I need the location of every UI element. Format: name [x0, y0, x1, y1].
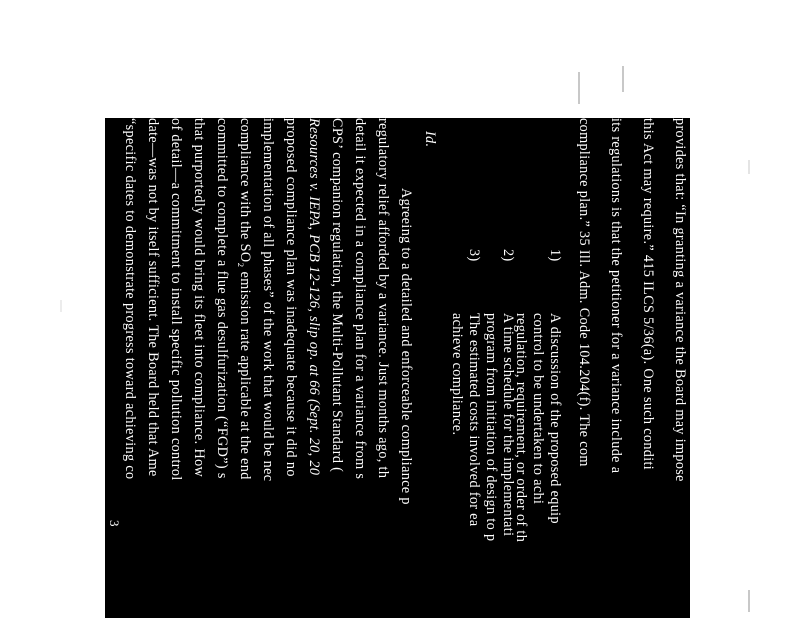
scan-speck: [578, 72, 580, 104]
list-number: 1): [547, 249, 563, 262]
list-text: regulation, requirement, or order of th: [513, 313, 529, 543]
scan-speck: [748, 590, 750, 612]
list-text: The estimated costs involved for ea: [466, 313, 482, 527]
scanned-page: [105, 118, 690, 618]
list-text: A time schedule for the implementati: [500, 313, 516, 537]
paragraph-line: that purportedly would bring its fleet into compliance. How: [191, 118, 207, 478]
paragraph-line: Agreeing to a detailed and enforceable compliance p: [398, 188, 414, 505]
list-number: 2): [500, 249, 516, 262]
paragraph-line: implementation of all phases” of the work that would be nec: [260, 118, 276, 482]
paragraph-line: detail it expected in a compliance plan for a variance from s: [352, 118, 368, 480]
paragraph-line: regulatory relief afforded by a variance. Just months ago, th: [375, 118, 391, 479]
scan-speck: [60, 300, 62, 312]
list-text: program from initiation of design to p: [483, 313, 499, 542]
list-text: A discussion of the proposed equip: [547, 313, 563, 524]
paragraph-line: of detail—a commitment to install specific pollution control: [168, 118, 184, 481]
paragraph-line: “specific dates to demonstrate progress toward achieving co: [122, 118, 138, 480]
paragraph-line: Resources v. IEPA, PCB 12-126, slip op. at 66 (Sept. 20, 20: [306, 118, 322, 476]
paragraph-line: committed to complete a flue gas desulfurization (“FGD”) s: [214, 118, 230, 479]
paragraph-line: CPS’ companion regulation, the Multi-Pollutant Standard (: [329, 118, 345, 473]
text-line: this Act may require.” 415 ILCS 5/36(a). One such conditi: [640, 118, 656, 471]
id-citation: Id.: [422, 131, 438, 148]
scan-speck: [622, 66, 624, 92]
paragraph-line: compliance with the SO₂ emission rate applicable at the end: [237, 118, 253, 480]
list-text: achieve compliance.: [449, 313, 465, 436]
rotated-text-block: [105, 118, 690, 618]
scan-speck: [748, 160, 750, 174]
page-number: 3: [107, 520, 122, 527]
text-line: provides that: “In granting a variance the Board may impose: [672, 118, 688, 482]
text-line: compliance plan.” 35 Ill. Adm. Code 104.204(f). The com: [576, 118, 592, 467]
text-line: its regulations is that the petitioner for a variance include a: [608, 118, 624, 474]
list-text: control to be undertaken to achi: [530, 313, 546, 505]
paragraph-line: date—was not by itself sufficient. The Board held that Ame: [145, 118, 161, 477]
list-number: 3): [466, 249, 482, 262]
paragraph-line: proposed compliance plan was inadequate because it did no: [283, 118, 299, 477]
